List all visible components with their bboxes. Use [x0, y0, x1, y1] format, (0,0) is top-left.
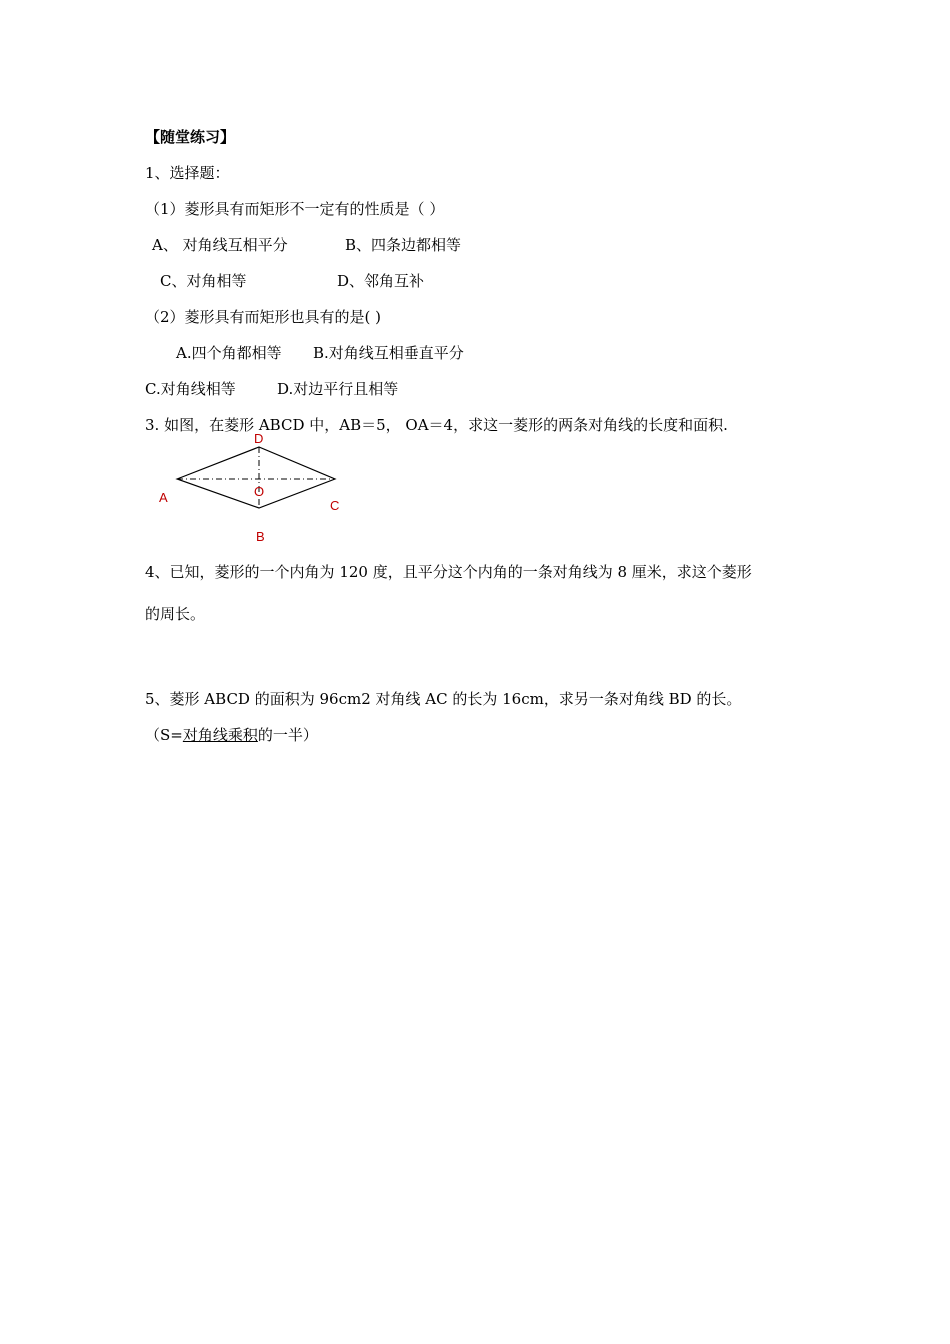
label-d: D	[254, 431, 264, 446]
question-1-2-stem: （2）菱形具有而矩形也具有的是( )	[145, 308, 382, 326]
question-1-2-option-a: A.四个角都相等	[176, 344, 282, 362]
question-1-1-option-d: D、邻角互补	[337, 272, 425, 290]
label-o: O	[254, 484, 265, 499]
question-3-text: 3. 如图，在菱形 ABCD 中，AB＝5， OA＝4，求这一菱形的两条对角线的长度和面积.	[145, 416, 728, 434]
question-4-line-1: 4、已知，菱形的一个内角为 120 度，且平分这个内角的一条对角线为 8 厘米，求这个菱形	[145, 563, 752, 581]
question-1-2-option-c: C.对角线相等	[145, 380, 236, 398]
question-4-line-2: 的周长。	[145, 605, 206, 623]
section-title: 【随堂练习】	[145, 128, 236, 146]
rhombus-figure	[145, 428, 385, 548]
hint-prefix: （S=	[145, 726, 183, 744]
hint-suffix: 的一半）	[257, 726, 318, 744]
question-5-hint	[145, 725, 318, 745]
question-5-text: 5、菱形 ABCD 的面积为 96cm2 对角线 AC 的长为 16cm，求另一条对角线 BD 的长。	[145, 690, 742, 708]
question-1-1-stem: （1）菱形具有而矩形不一定有的性质是（ ）	[145, 200, 445, 218]
question-1-1-option-c: C、对角相等	[160, 272, 247, 290]
label-a: A	[159, 490, 168, 505]
label-c: C	[330, 498, 340, 513]
question-1-1-option-a: A、 对角线互相平分	[152, 236, 288, 254]
question-1-header: 1、选择题：	[145, 164, 230, 182]
question-1-2-option-b: B.对角线互相垂直平分	[313, 344, 464, 362]
label-b: B	[256, 529, 265, 544]
hint-underlined: 对角线乘积	[182, 726, 258, 744]
question-1-1-option-b: B、四条边都相等	[345, 236, 462, 254]
question-1-2-option-d: D.对边平行且相等	[277, 380, 399, 398]
